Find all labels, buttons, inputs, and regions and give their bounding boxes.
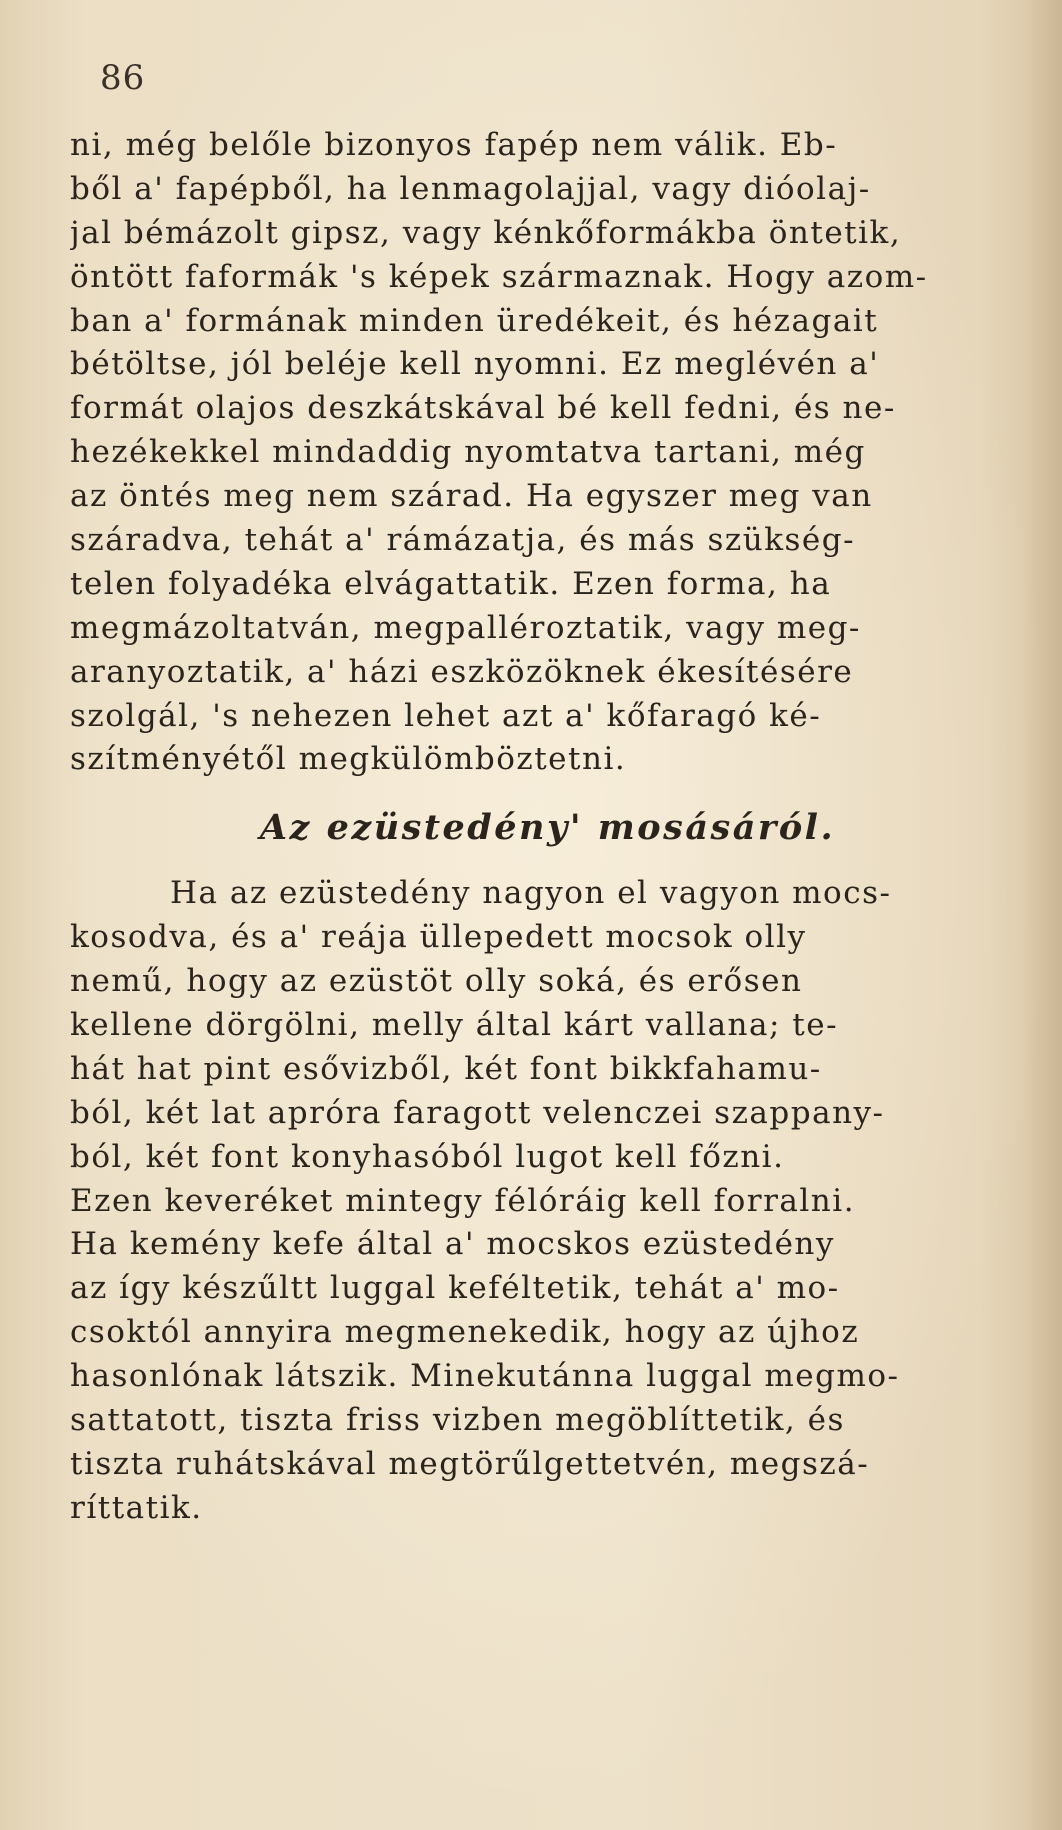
text-line: szolgál, 's nehezen lehet azt a' kőfaragó ké- [70,697,822,734]
page-number: 86 [100,58,146,98]
text-line: ban a' formának minden üredékeit, és hézagait [70,302,879,339]
text-line: Ezen keveréket mintegy félóráig kell forralni. [70,1182,856,1219]
section-heading: Az ezüstedény' mosásáról. [259,807,836,849]
text-line: hát hat pint esővizből, két font bikkfahamu- [70,1050,822,1087]
text-line: ríttatik. [70,1489,203,1526]
text-line: tiszta ruhátskával megtörűlgettetvén, megszá- [70,1445,870,1482]
text-line: az így készűltt luggal keféltetik, tehát a' mo- [70,1270,840,1307]
text-line: bétöltse, jól beléje kell nyomni. Ez meglévén a' [70,346,880,383]
text-line: jal bémázolt gipsz, vagy kénkőformákba öntetik, [70,214,902,251]
text-line: hezékekkel mindaddig nyomtatva tartani, még [70,434,866,471]
page-text [70,124,1015,1531]
text-line: nemű, hogy az ezüstöt olly soká, és erősen [70,963,803,1000]
text-line: formát olajos deszkátskával bé kell fedni, és ne- [70,390,896,427]
text-line: szítményétől megkülömböztetni. [70,741,627,778]
text-line: Ha kemény kefe által a' mocskos ezüstedény [70,1226,835,1263]
text-line: csoktól annyira megmenekedik, hogy az újhoz [70,1314,860,1351]
text-line: ni, még belőle bizonyos fapép nem válik. Eb- [70,127,838,163]
text-line: kosodva, és a' reája üllepedett mocsok olly [70,919,807,956]
text-line: öntött faformák 's képek származnak. Hogy azom- [70,258,928,295]
text-line: Ha az ezüstedény nagyon el vagyon mocs- [170,875,892,912]
text-line: sattatott, tiszta friss vizben megöblíttetik, és [70,1402,845,1439]
text-line: hasonlónak látszik. Minekutánna luggal megmo- [70,1358,900,1395]
text-line: ból, két lat apróra faragott velenczei szappany- [70,1094,885,1131]
page-edge-shadow [1022,0,1062,1830]
text-line: megmázoltatván, megpalléroztatik, vagy meg- [70,609,861,646]
text-line: aranyoztatik, a' házi eszközöknek ékesítésére [70,653,854,690]
paragraph-1 [70,124,1015,782]
text-line: kellene dörgölni, melly által kárt vallana; te- [70,1007,839,1044]
text-line: ból, két font konyhasóból lugot kell főzni. [70,1138,785,1175]
text-line: száradva, tehát a' rámázatja, és más szükség- [70,522,856,559]
text-line: az öntés meg nem szárad. Ha egyszer meg van [70,478,873,515]
paragraph-2 [70,872,1015,1530]
text-line: ből a' fapépből, ha lenmagolajjal, vagy dióolaj- [70,170,871,207]
text-line: telen folyadéka elvágattatik. Ezen forma, ha [70,565,832,602]
